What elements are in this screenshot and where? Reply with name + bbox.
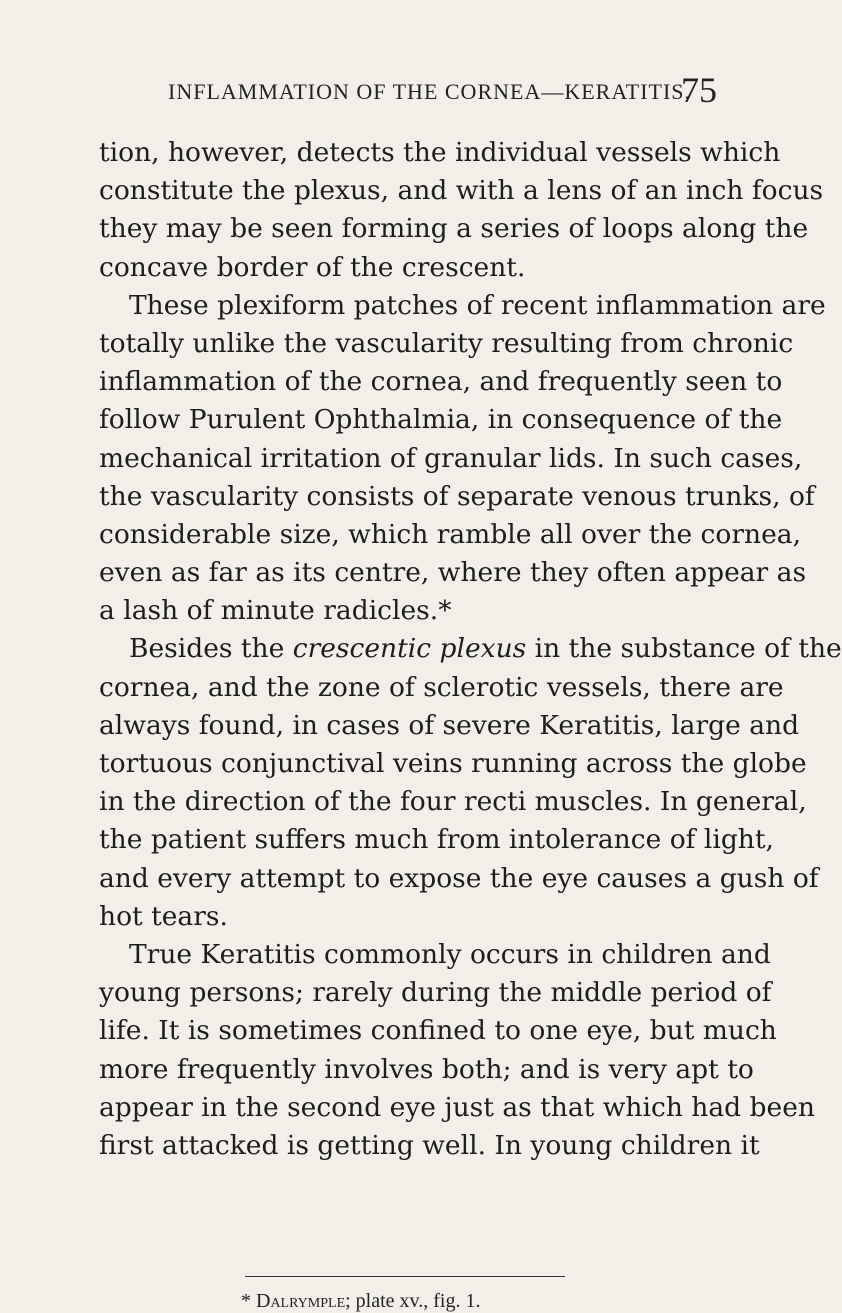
text-line: young persons; rarely during the middle period of	[99, 977, 772, 1009]
text-line: These plexiform patches of recent inflammation are	[129, 289, 826, 321]
footnote-marker: *	[241, 1290, 251, 1312]
running-head: INFLAMMATION OF THE CORNEA—KERATITIS.	[168, 79, 692, 104]
text-segment: Besides the	[129, 633, 293, 665]
text-line: more frequently involves both; and is very apt to	[99, 1053, 754, 1085]
text-line: always found, in cases of severe Keratitis, large and	[99, 709, 800, 741]
text-line: follow Purulent Ophthalmia, in consequence of the	[99, 404, 783, 436]
text-line: True Keratitis commonly occurs in children and	[129, 938, 771, 970]
footnote-author: Dalrymple	[256, 1290, 346, 1312]
text-segment: in the substance of the	[526, 633, 842, 665]
text-line: even as far as its centre, where they often appear as	[99, 557, 807, 589]
footnote-citation: ; plate xv., fig. 1.	[345, 1290, 481, 1312]
text-line: the vascularity consists of separate venous trunks, of	[99, 480, 815, 512]
text-line: in the direction of the four recti muscles. In general,	[99, 786, 807, 818]
text-line: the patient suffers much from intolerance of light,	[99, 824, 774, 856]
text-line: and every attempt to expose the eye causes a gush of	[99, 862, 819, 894]
text-line: constitute the plexus, and with a lens of an inch focus	[99, 175, 824, 207]
text-line: a lash of minute radicles.*	[99, 595, 452, 627]
text-line: tortuous conjunctival veins running across the globe	[99, 748, 807, 779]
text-line: concave border of the crescent.	[99, 251, 526, 283]
text-line: totally unlike the vascularity resulting from chronic	[99, 327, 794, 359]
footnote-divider	[245, 1276, 565, 1277]
text-line: tion, however, detects the individual vessels which	[99, 137, 781, 168]
text-line: hot tears.	[99, 900, 228, 932]
text-line: mechanical irritation of granular lids. In such cases,	[99, 442, 803, 474]
text-line: considerable size, which ramble all over the cornea,	[99, 518, 801, 550]
text-line: cornea, and the zone of sclerotic vessels, there are	[99, 671, 784, 703]
body-text	[99, 134, 842, 1165]
text-line: they may be seen forming a series of loops along the	[99, 213, 809, 245]
text-line	[99, 630, 842, 668]
text-line: inflammation of the cornea, and frequently seen to	[99, 366, 783, 398]
page-number: 75	[681, 70, 717, 110]
text-line: life. It is sometimes confined to one eye, but much	[99, 1015, 777, 1047]
text-line: first attacked is getting well. In young children it	[99, 1129, 760, 1161]
text-line: appear in the second eye just as that which had been	[99, 1091, 815, 1123]
italic-term: crescentic plexus	[292, 633, 527, 665]
footnote	[241, 1290, 480, 1313]
